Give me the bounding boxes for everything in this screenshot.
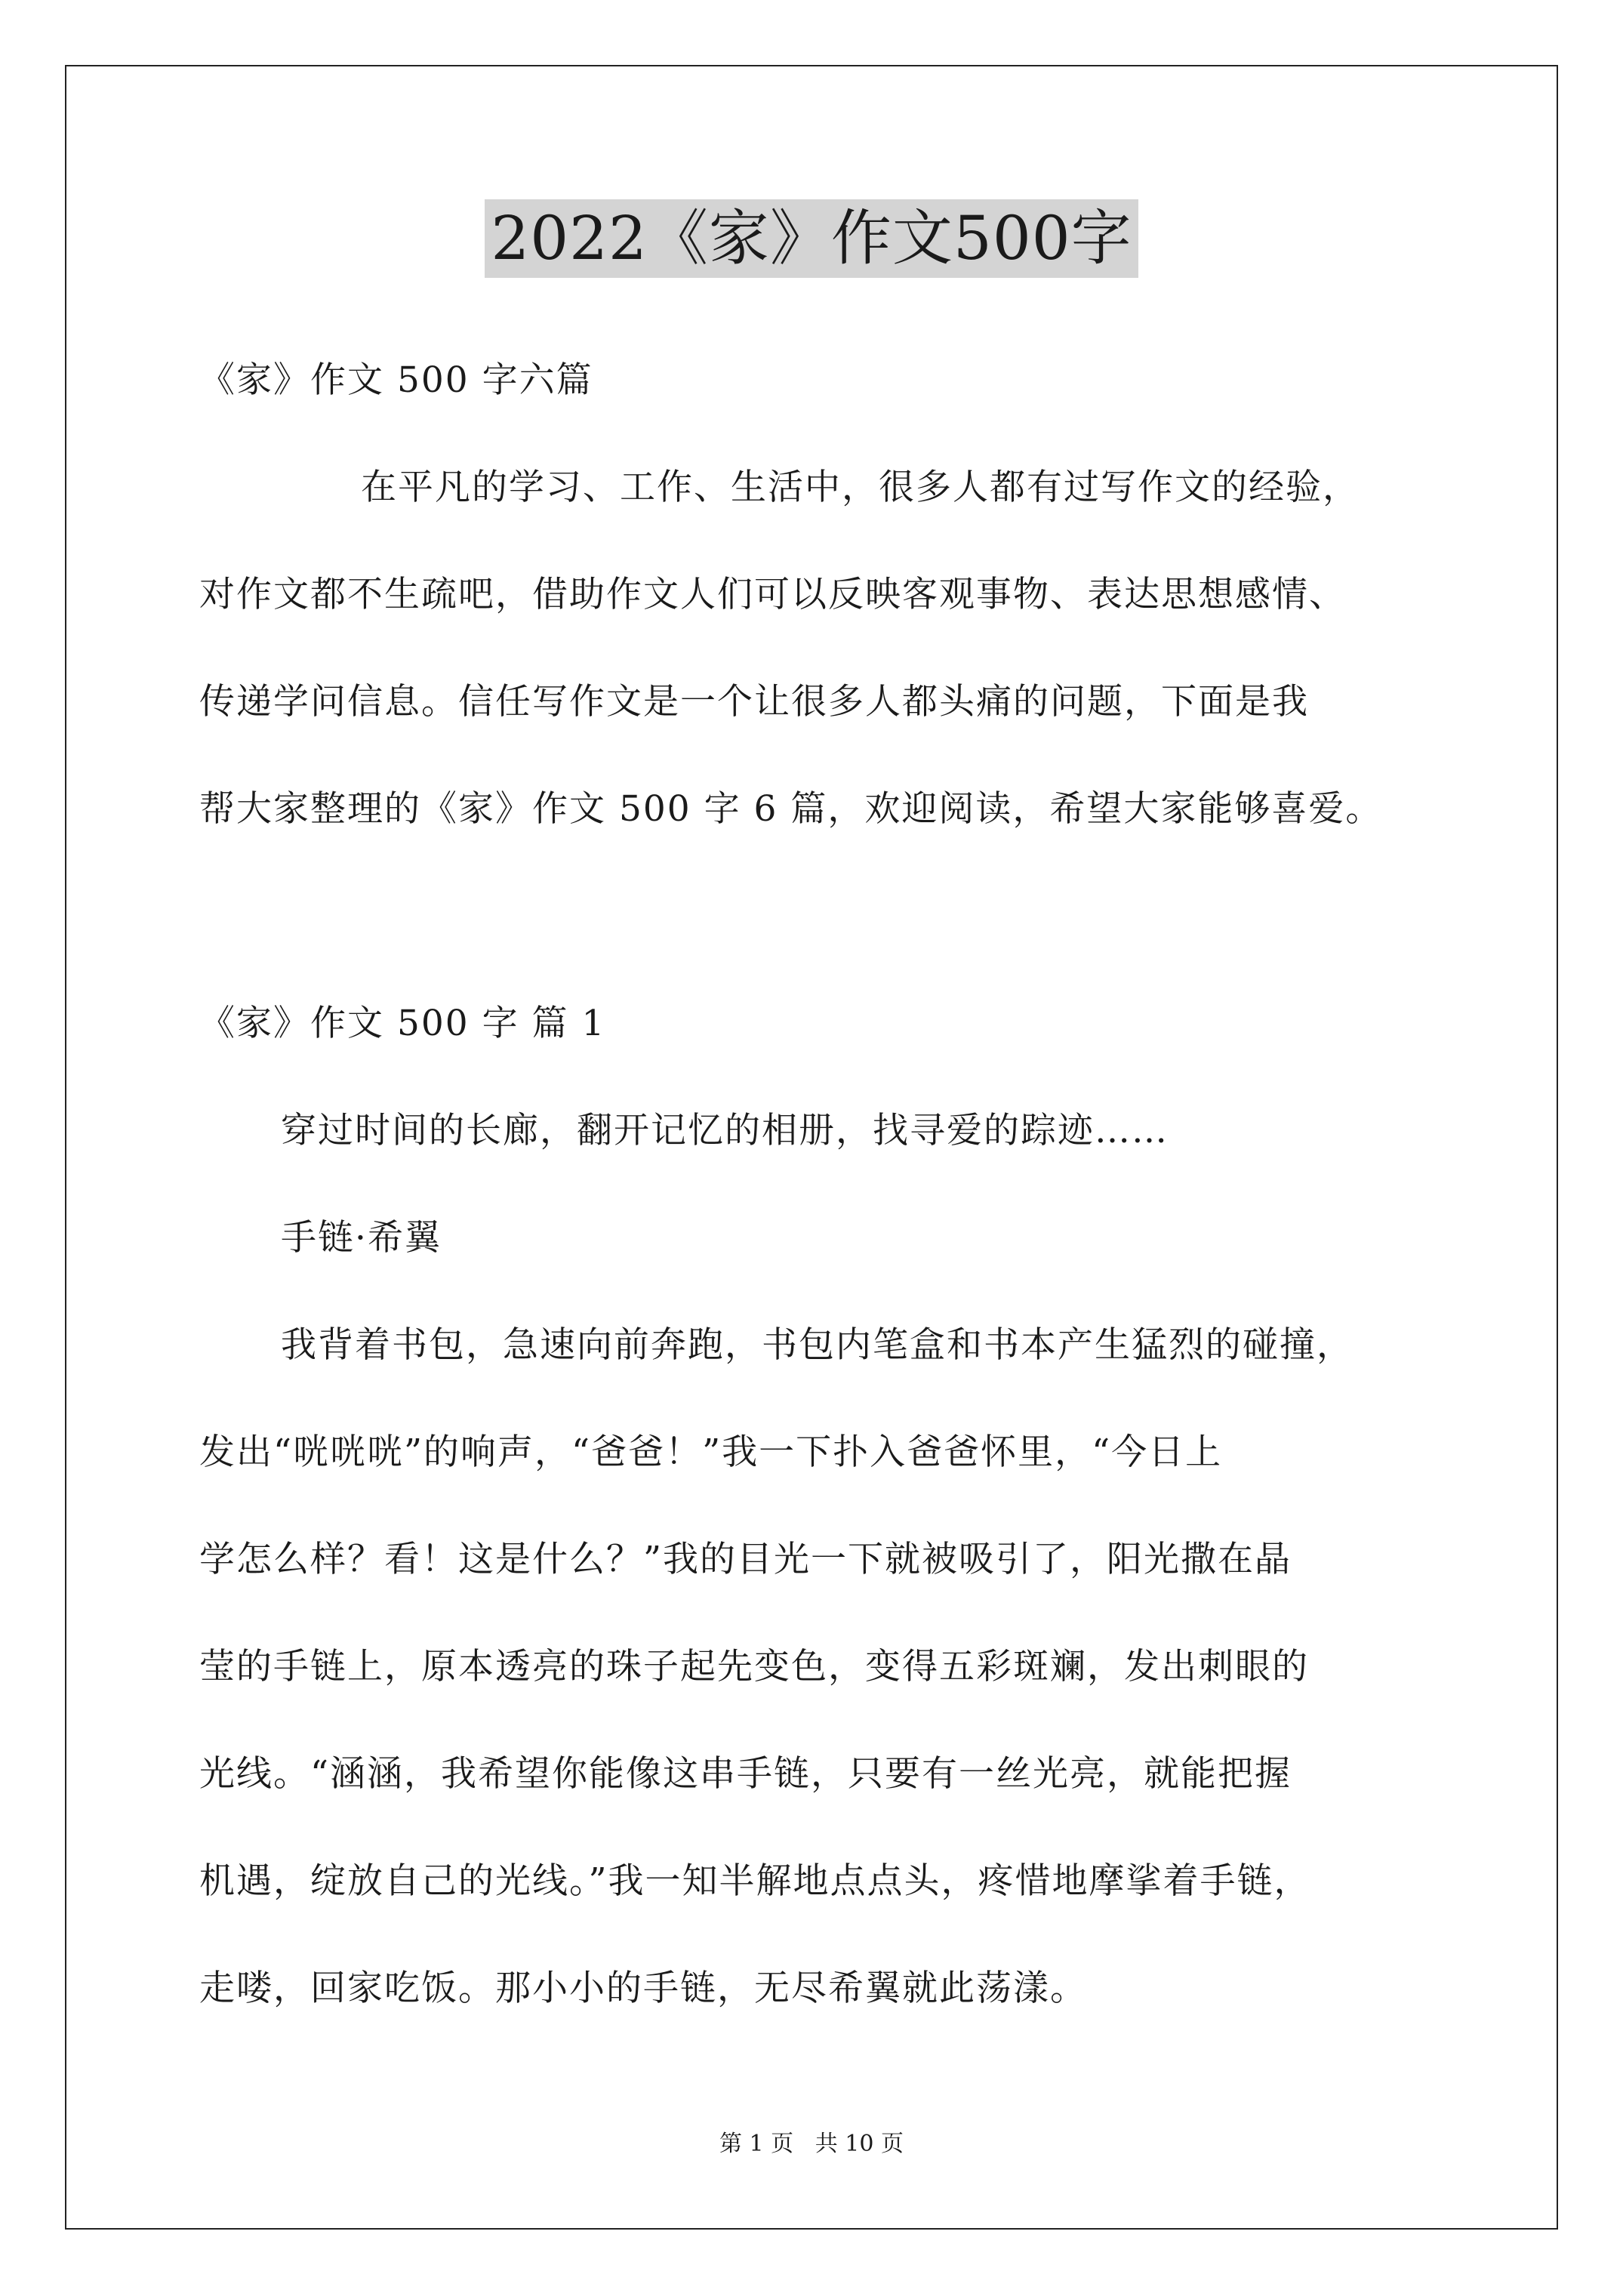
body-line-3: 我背着书包，急速向前奔跑，书包内笔盒和书本产生猛烈的碰撞， (281, 1324, 1354, 1366)
intro-line-3: 传递学问信息。信任写作文是一个让很多人都头痛的问题，下面是我 (199, 681, 1309, 723)
body-line-7: 光线。“涵涵，我希望你能像这串手链，只要有一丝光亮，就能把握 (199, 1753, 1292, 1795)
body-line-2: 手链·希翼 (281, 1217, 442, 1259)
body-line-6: 莹的手链上，原本透亮的珠子起先变色，变得五彩斑斓，发出刺眼的 (199, 1646, 1309, 1687)
body-line-5: 学怎么样？看！这是什么？”我的目光一下就被吸引了，阳光撒在晶 (199, 1539, 1292, 1580)
intro-line-2: 对作文都不生疏吧，借助作文人们可以反映客观事物、表达思想感情、 (199, 574, 1346, 615)
section-heading: 《家》作文 500 字 篇 1 (199, 1003, 606, 1044)
body-line-1: 穿过时间的长廊，翻开记忆的相册，找寻爱的踪迹…… (281, 1110, 1169, 1151)
body-line-4: 发出“咣咣咣”的响声，“爸爸！”我一下扑入爸爸怀里，“今日上 (199, 1432, 1223, 1473)
subtitle: 《家》作文 500 字六篇 (199, 359, 593, 401)
body-line-8: 机遇，绽放自己的光线。”我一知半解地点点头，疼惜地摩挲着手链， (199, 1860, 1311, 1902)
intro-line-1: 在平凡的学习、工作、生活中，很多人都有过写作文的经验， (361, 467, 1360, 508)
intro-line-4: 帮大家整理的《家》作文 500 字 6 篇，欢迎阅读，希望大家能够喜爱。 (199, 788, 1383, 830)
document-title: 2022《家》作文500字 (485, 199, 1138, 278)
page-footer: 第 1 页 共 10 页 (719, 2131, 904, 2157)
title-container (0, 199, 1623, 278)
body-line-9: 走喽，回家吃饭。那小小的手链，无尽希翼就此荡漾。 (199, 1968, 1087, 2009)
